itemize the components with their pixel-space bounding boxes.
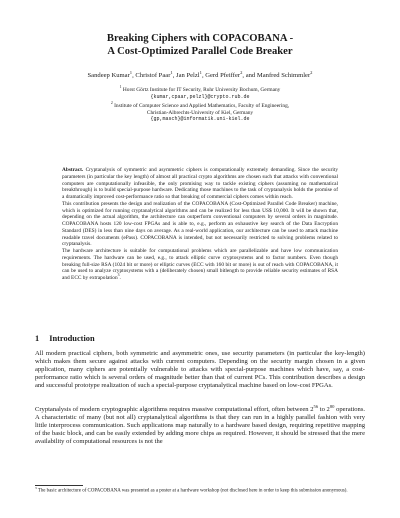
intro-paragraph-2 (35, 403, 366, 446)
affiliation-1-mark: 1 (119, 85, 122, 90)
affiliation-2-name (40, 103, 360, 110)
abstract (62, 167, 338, 282)
exponent: 56 (313, 403, 319, 409)
title-line-1: Breaking Ciphers with COPACOBANA - (106, 33, 294, 44)
affiliation-2-mark: 2 (110, 101, 113, 106)
affiliation-1 (40, 87, 360, 100)
affiliation-1-text: Horst Görtz Institute for IT Security, Ruhr University Bochum, Germany (122, 87, 281, 93)
section-title: Introduction (49, 334, 95, 343)
abstract-paragraph-3: The hardware architecture is suitable for computational problems which are parallelizable and have low communication requirements. The hardware can be used, e.g., to attack elliptic curve cryptosystems and to factor numbers. Even though breaking full-size RSA (1024 bit or more) or elliptic curves (ECC with 160 bit or more) is out of reach with COPACOBANA, it can be used to analyze cryptosystems with a (deliberately chosen) small bitlength to provide reliable security estimates of RSA and ECC by extrapolation$^3$. (62, 248, 338, 281)
abstract-paragraph-1 (62, 167, 338, 201)
author: Gerd Pfeiffer (205, 72, 241, 79)
abstract-label: Abstract. (62, 167, 84, 173)
author-mark: 1 (129, 69, 133, 75)
author-mark: 1 (199, 69, 202, 75)
section-number: 1 (35, 334, 40, 343)
intro-text-b: to 2 (318, 406, 330, 413)
affiliation-2-text: Institute of Computer Science and Applied Mathematics, Faculty of Engineering, (114, 103, 290, 109)
intro-paragraph-1: All modern practical ciphers, both symmetric and asymmetric ones, use security parameters (in particular the key-length) which makes them secure against attacks with current computers. Depending on the security margin chosen in a given application, many ciphers are potentially vulnerable to attacks with special-purpose machines which have, say, a cost-performance ratio which is several orders of magnitude better than that of current PCs. This contribution describes a design and successful prototype realization of such a special-purpose cryptanalytical machine based on low-cost FPGAs. (35, 350, 365, 390)
footnote-ref: 3 (117, 273, 120, 278)
affiliation-1-name (40, 87, 360, 94)
author: Manfred Schimmler (256, 72, 311, 79)
author: Sandeep Kumar (87, 72, 130, 79)
author-list: Sandeep Kumar$^1$, Christof Paar$^1$, Jan Pelzl$^1$, Gerd Pfeiffer$^2$, and Manfred Schimmler$^2$ (87, 69, 313, 79)
paper-title (40, 33, 360, 58)
footnote-text: The basic architecture of COPACOBANA was presented as a poster at a hardware workshop (not disclosed here in order to keep this submission anonymous). (37, 488, 348, 494)
affiliation-2-university: Christian-Albrechts-University of Kiel, Germany (146, 109, 254, 116)
abstract-text-3: The hardware architecture is suitable for computational problems which are parallelizable and have low communication requirements. The hardware can be used, e.g., to attack elliptic curve cryptosystems and to factor numbers. Even though breaking full-size RSA (1024 bit or more) or elliptic curves (ECC with 160 bit or more) is out of reach with COPACOBANA, it can be used to analyze cryptosystems with a (deliberately chosen) small bitlength to provide reliable security estimates of RSA and ECC by extrapolation (62, 248, 338, 281)
exponent: 80 (329, 403, 335, 409)
author-mark: 2 (310, 69, 313, 75)
author-mark: 2 (240, 69, 243, 75)
affiliation-2 (40, 103, 360, 123)
abstract-paragraph-2: This contribution presents the design and realization of the COPACOBANA (Cost-Optimized Parallel Code Breaker) machine, which is optimized for running cryptanalytical algorithms and can be realized for less than US$ 10,000. It will be shown that, depending on the actual algorithm, the architecture can outperform conventional computers by several orders in magnitude. COPACOBANA hosts 120 low-cost FPGAs and is able to, e.g., perform an exhaustive key search of the Data Encryption Standard (DES) in less than nine days on average. As a real-world application, our architecture can be used to attack machine readable travel documents (ePass). COPACOBANA is intended, but not necessarily restricted to solving problems related to cryptanalysis. (62, 200, 338, 248)
intro-text-a: Cryptanalysis of modern cryptographic algorithms requires massive computational effort, often between 2 (35, 406, 314, 413)
affiliation-2-email: {gp,masch}@informatik.uni-kiel.de (150, 116, 250, 123)
section-heading (35, 334, 95, 343)
intro-text-c: operations. A characteristic of many (but not all) cryptanalytical algorithms is that they can run in a highly parallel fashion with very little interprocess communication. Such applications map naturally to a hardware based design, requiring repetitive mapping of the basic block, and can be easily extended by adding more chips as required. However, it should be stressed that the mere availability of computational resources is not the (35, 406, 366, 446)
title-line-2: A Cost-Optimized Parallel Code Breaker (107, 45, 293, 57)
author-mark: 1 (170, 69, 173, 75)
author: Jan Pelzl (176, 72, 200, 79)
author: Christof Paar (135, 72, 171, 79)
footnote-mark: 3 (35, 486, 37, 490)
footnote (35, 488, 365, 495)
abstract-text-1: Cryptanalysis of symmetric and asymmetric ciphers is computationally extremely demanding. Since the security parameters (in particular the key length) of almost all practical crypto algorithms are chosen such that attacks with conventional computers are computationally infeasible, the only promising way to tackle existing ciphers (assuming no mathematical breakthrough) is to build special-purpose hardware. Dedicating those machines to the task of cryptanalysis holds the promise of a dramatically improved cost-performance ratio so that breaking of commercial ciphers comes within reach. (62, 167, 338, 200)
affiliation-1-email: {kumar,cpaar,pelzl}@crypto.rub.de (150, 93, 250, 100)
footnote-rule (35, 485, 83, 486)
